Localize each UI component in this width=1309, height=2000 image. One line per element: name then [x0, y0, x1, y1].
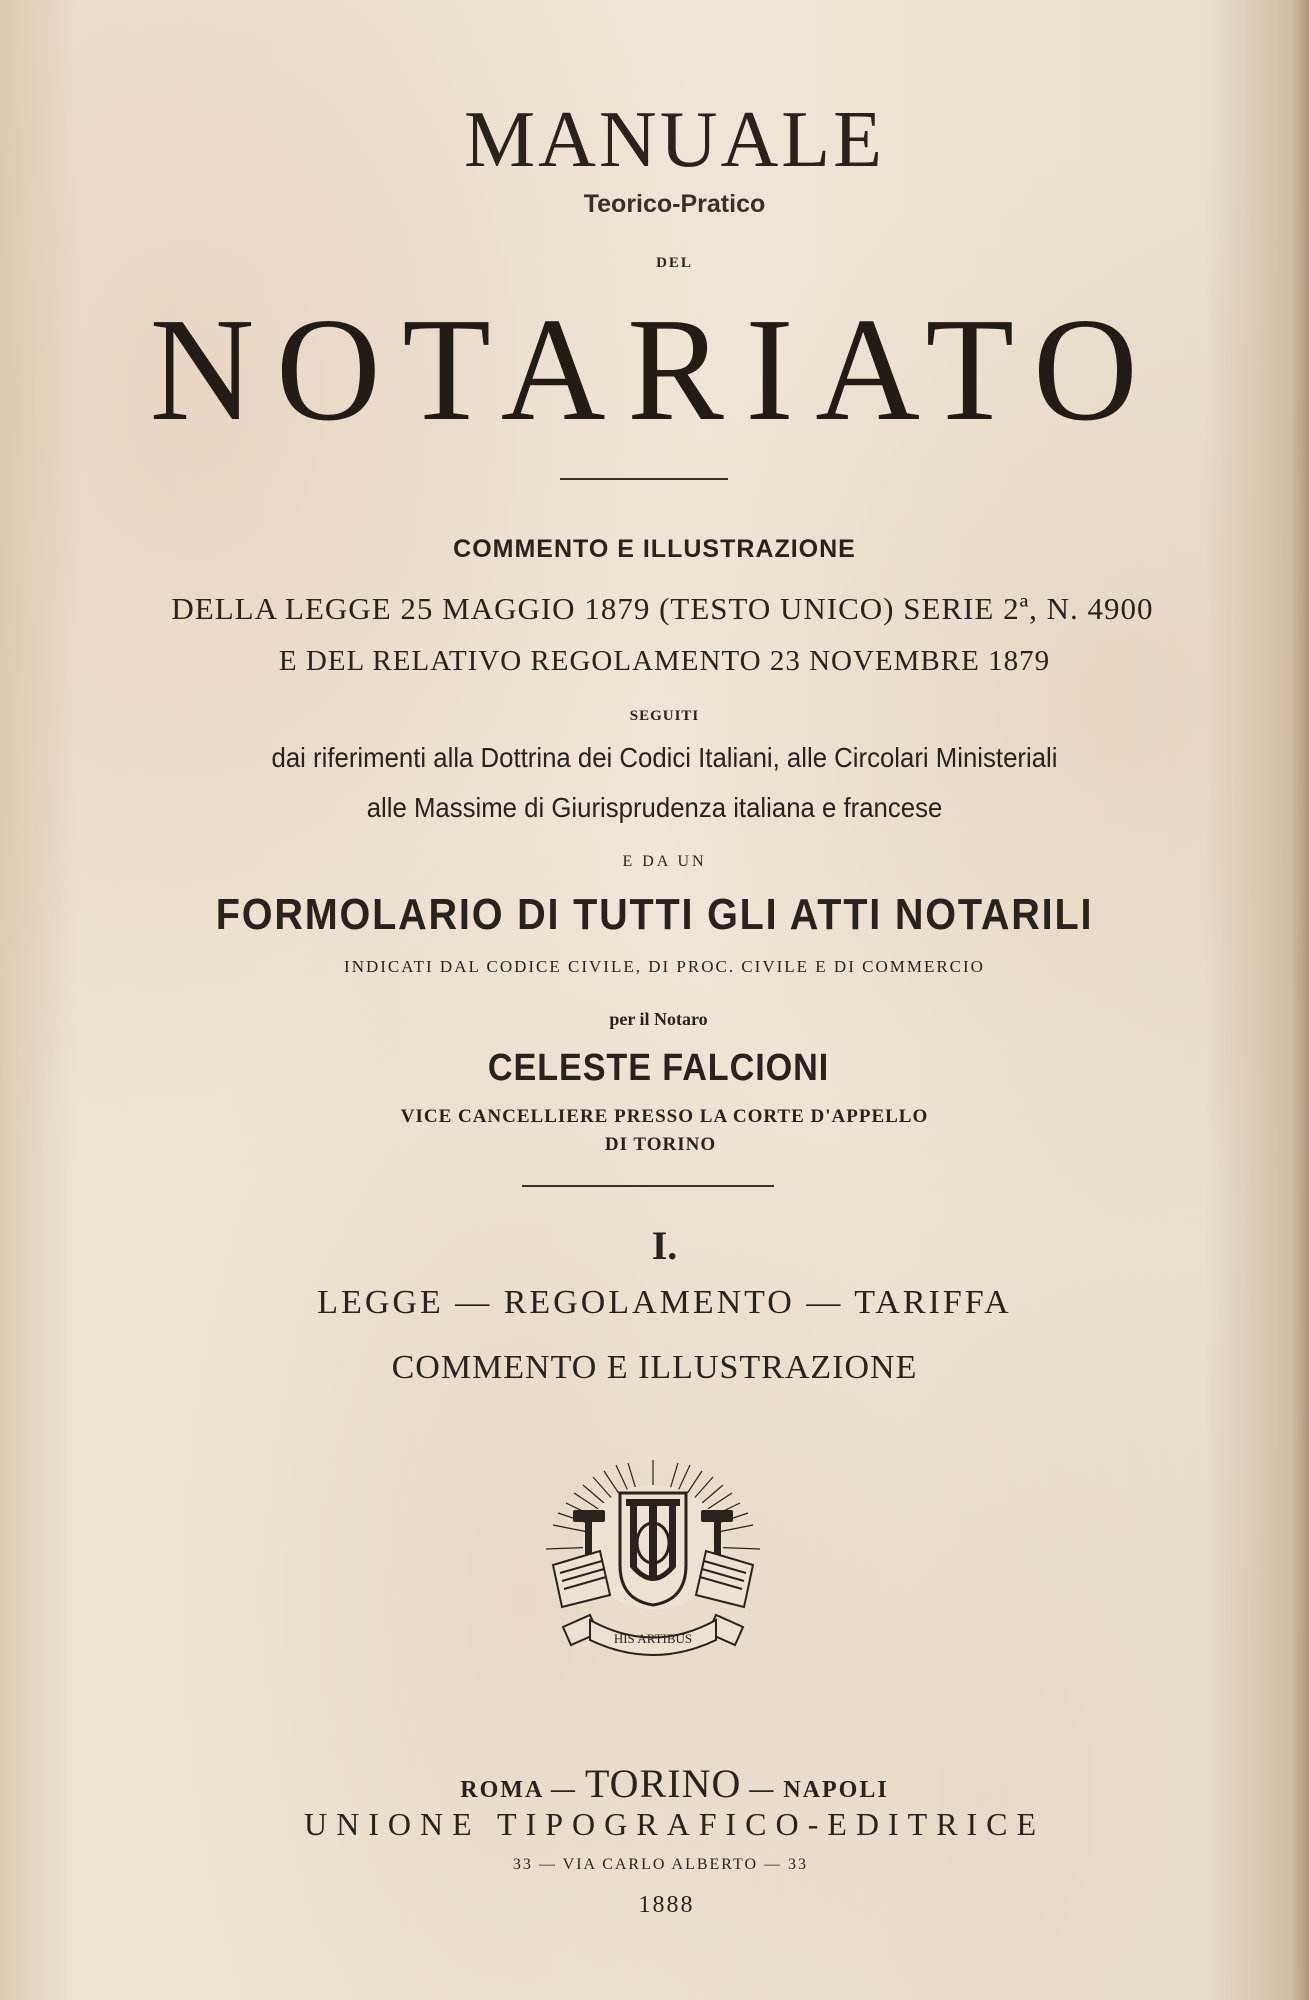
- divider-middle: [522, 1185, 774, 1187]
- title-notariato: NOTARIATO: [149, 288, 1160, 452]
- subtitle-commento: COMMENTO E ILLUSTRAZIONE: [453, 535, 856, 563]
- author-prefix: per il Notaro: [609, 1009, 708, 1029]
- subtitle-formolario: FORMOLARIO DI TUTTI GLI ATTI NOTARILI: [215, 890, 1094, 939]
- subtitle-indicati: INDICATI DAL CODICE CIVILE, DI PROC. CIVILE E DI COMMERCIO: [344, 957, 985, 976]
- volume-number: I.: [651, 1223, 678, 1268]
- imprint-city-torino: TORINO: [584, 1761, 742, 1806]
- title-teorico-pratico: Teorico-Pratico: [583, 190, 766, 218]
- author-city: DI TORINO: [604, 1134, 717, 1155]
- subtitle-della-legge: DELLA LEGGE 25 MAGGIO 1879 (TESTO UNICO) SERIE 2ª, N. 4900: [171, 591, 1154, 626]
- monogram-letters: [626, 1499, 680, 1581]
- imprint-city-napoli: — NAPOLI: [741, 1777, 889, 1803]
- motto-text: HIS ARTIBUS: [613, 1631, 693, 1646]
- imprint-address: 33 — VIA CARLO ALBERTO — 33: [512, 1856, 809, 1873]
- subtitle-seguiti: SEGUITI: [629, 708, 700, 724]
- volume-contents: LEGGE — REGOLAMENTO — TARIFFA: [317, 1284, 1012, 1321]
- author-role: VICE CANCELLIERE PRESSO LA CORTE D'APPELLO: [400, 1106, 929, 1127]
- subtitle-regolamento: E DEL RELATIVO REGOLAMENTO 23 NOVEMBRE 1879: [278, 645, 1051, 677]
- subtitle-massime: alle Massime di Giurisprudenza italiana e francese: [366, 792, 943, 823]
- title-del: DEL: [656, 255, 693, 271]
- publisher-emblem: [538, 1455, 768, 1660]
- volume-commento: COMMENTO E ILLUSTRAZIONE: [391, 1349, 918, 1386]
- imprint-year: 1888: [638, 1892, 695, 1918]
- imprint-city-roma: ROMA —: [460, 1777, 585, 1803]
- book-right-icon: [696, 1551, 753, 1607]
- divider-top: [560, 478, 728, 480]
- subtitle-e-da-un: E DA UN: [622, 853, 707, 870]
- title-manuale: MANUALE: [464, 96, 885, 184]
- subtitle-riferimenti: dai riferimenti alla Dottrina dei Codici Italiani, alle Circolari Ministeriali: [271, 742, 1058, 773]
- book-left-icon: [553, 1551, 610, 1607]
- author-name: CELESTE FALCIONI: [487, 1047, 830, 1089]
- imprint-cities: [20, 1760, 1309, 1807]
- imprint-publisher: UNIONE TIPOGRAFICO-EDITRICE: [303, 1806, 1046, 1842]
